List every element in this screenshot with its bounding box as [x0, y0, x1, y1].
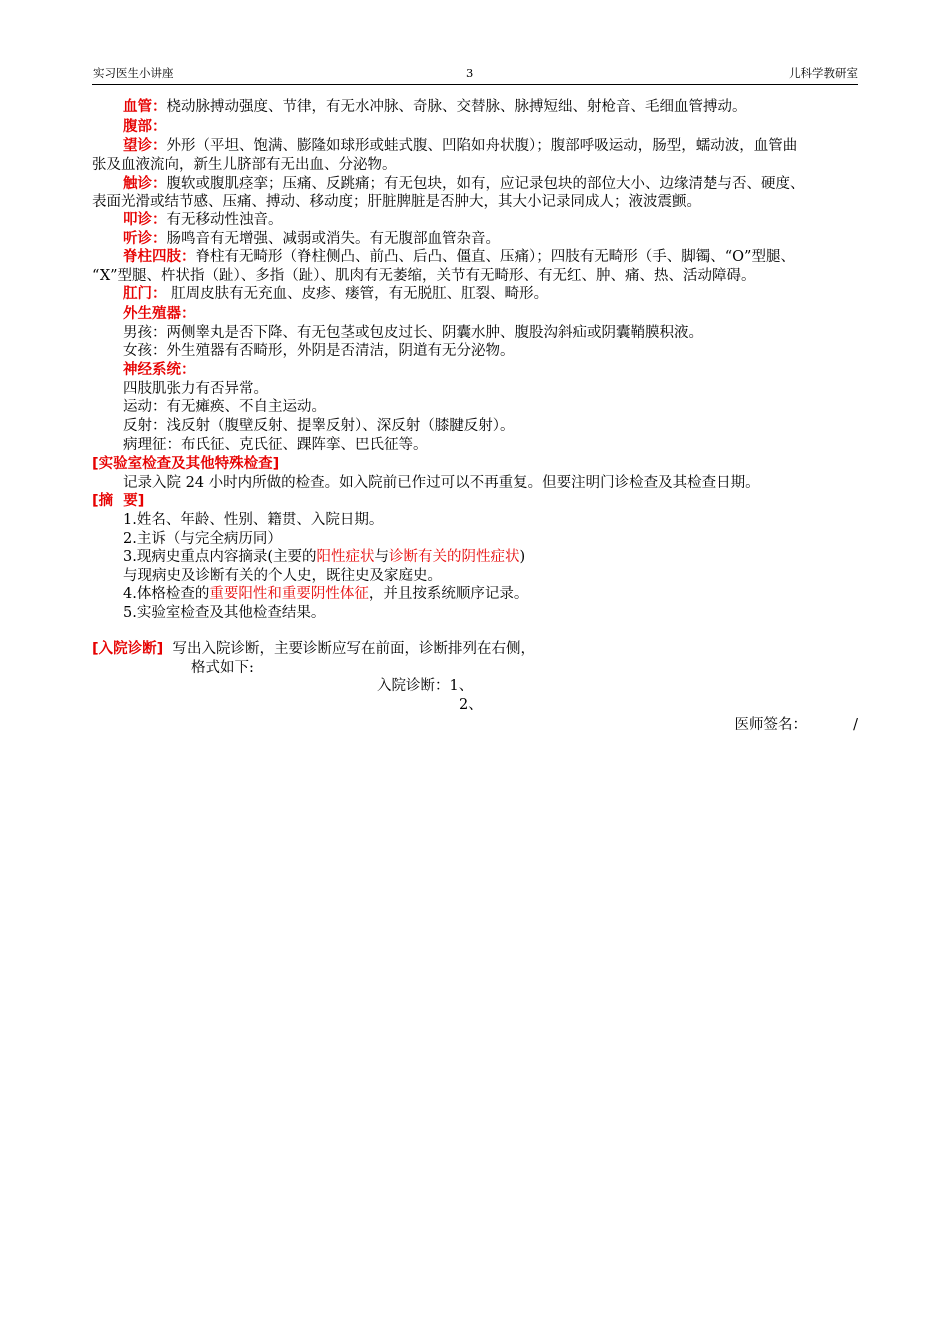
summary-item-1: 1.姓名、年龄、性别、籍贯、入院日期。	[123, 512, 384, 528]
abdomen-heading: 腹部：	[123, 119, 167, 135]
spine-label: 脊柱四肢：	[123, 249, 196, 265]
header-rule	[92, 84, 858, 85]
neuro-patho: 病理征：布氏征、克氏征、踝阵挛、巴氏征等。	[123, 437, 428, 453]
summary-item-4: 4.体格检查的重要阳性和重要阴性体征，并且按系统顺序记录。	[123, 586, 529, 602]
genital-boy: 男孩：两侧睾丸是否下降、有无包茎或包皮过长、阴囊水肿、腹股沟斜疝或阴囊鞘膜积液。	[123, 325, 703, 341]
auscult-line: 听诊：肠鸣音有无增强、减弱或消失。有无腹部血管杂音。	[123, 231, 500, 247]
positive-symptoms-highlight: 阳性症状	[316, 549, 375, 565]
lab-heading: [实验室检查及其他特殊检查]	[92, 456, 280, 472]
auscult-label: 听诊：	[123, 231, 167, 247]
summary-item-3-cont: 与现病史及诊断有关的个人史，既往史及家庭史。	[123, 568, 442, 584]
diag-line	[92, 640, 535, 659]
palpate-label: 触诊：	[123, 176, 167, 192]
vessel-line	[123, 98, 747, 117]
neuro-reflex: 反射：浅反射（腹壁反射、提睾反射）、深反射（膝腱反射）。	[123, 418, 515, 434]
summary-item-5: 5.实验室检查及其他检查结果。	[123, 605, 326, 621]
percuss-label: 叩诊：	[123, 212, 167, 228]
palpate-line-2: 表面光滑或结节感、压痛、搏动、移动度；肝脏脾脏是否肿大，其大小记录同成人；液波震颤。	[92, 194, 701, 210]
anus-label: 肛门：	[123, 286, 167, 302]
inspect-line-2: 张及血液流向，新生儿脐部有无出血、分泌物。	[92, 157, 397, 173]
header-left: 实习医生小讲座	[93, 66, 174, 80]
neuro-heading: 神经系统：	[123, 362, 196, 378]
vessel-label: 血管：	[123, 99, 167, 115]
vessel-text: 桡动脉搏动强度、节律，有无水冲脉、奇脉、交替脉、脉搏短绌、射枪音、毛细血管搏动。	[166, 99, 747, 115]
summary-item-2: 2.主诉（与完全病历同）	[123, 531, 282, 547]
inspect-label: 望诊：	[123, 138, 167, 154]
diag-heading: [入院诊断]	[92, 641, 164, 657]
lab-text: 记录入院 24 小时内所做的检查。如入院前已作过可以不再重复。但要注明门诊检查及其检查日期。	[123, 475, 760, 491]
neuro-motor: 运动：有无瘫痪、不自主运动。	[123, 399, 326, 415]
neuro-tone: 四肢肌张力有否异常。	[123, 381, 268, 397]
diag-format: 格式如下:	[191, 660, 254, 676]
spine-line-1: 脊柱四肢：脊柱有无畸形（脊柱侧凸、前凸、后凸、僵直、压痛）；四肢有无畸形（手、脚镯、“O”型腿、	[123, 249, 795, 265]
summary-item-3: 3.现病史重点内容摘录(主要的阳性症状与诊断有关的阴性症状)	[123, 549, 526, 565]
header-right: 儿科学教研室	[789, 66, 858, 80]
inspect-line-1: 望诊：外形（平坦、饱满、膨隆如球形或蛙式腹、凹陷如舟状腹）；腹部呼吸运动，肠型，蠕动波，血管曲	[123, 138, 798, 154]
signature-line: 医师签名： /	[734, 717, 858, 733]
signs-highlight: 重要阳性和重要阴性体征	[209, 586, 369, 602]
diag-line-1: 入院诊断：1、	[377, 678, 474, 694]
diag-text: 写出入院诊断，主要诊断应写在前面，诊断排列在右侧，	[172, 641, 535, 657]
percuss-line: 叩诊：有无移动性浊音。	[123, 212, 283, 228]
page-number: 3	[466, 66, 474, 80]
negative-symptoms-highlight: 诊断有关的阴性症状	[389, 549, 520, 565]
diag-line-2: 2、	[459, 697, 483, 713]
summary-heading: [摘 要]	[92, 493, 145, 509]
genital-girl: 女孩：外生殖器有否畸形，外阴是否清洁，阴道有无分泌物。	[123, 343, 515, 359]
genital-heading: 外生殖器：	[123, 306, 196, 322]
anus-line: 肛门： 肛周皮肤有无充血、皮疹、瘘管，有无脱肛、肛裂、畸形。	[123, 286, 549, 302]
palpate-line-1: 触诊：腹软或腹肌痉挛；压痛、反跳痛；有无包块，如有，应记录包块的部位大小、边缘清楚与否、硬度、	[123, 176, 805, 192]
spine-line-2: “X”型腿、杵状指（趾）、多指（趾）、肌肉有无萎缩，关节有无畸形、有无红、肿、痛、热、活动障碍。	[92, 268, 756, 284]
